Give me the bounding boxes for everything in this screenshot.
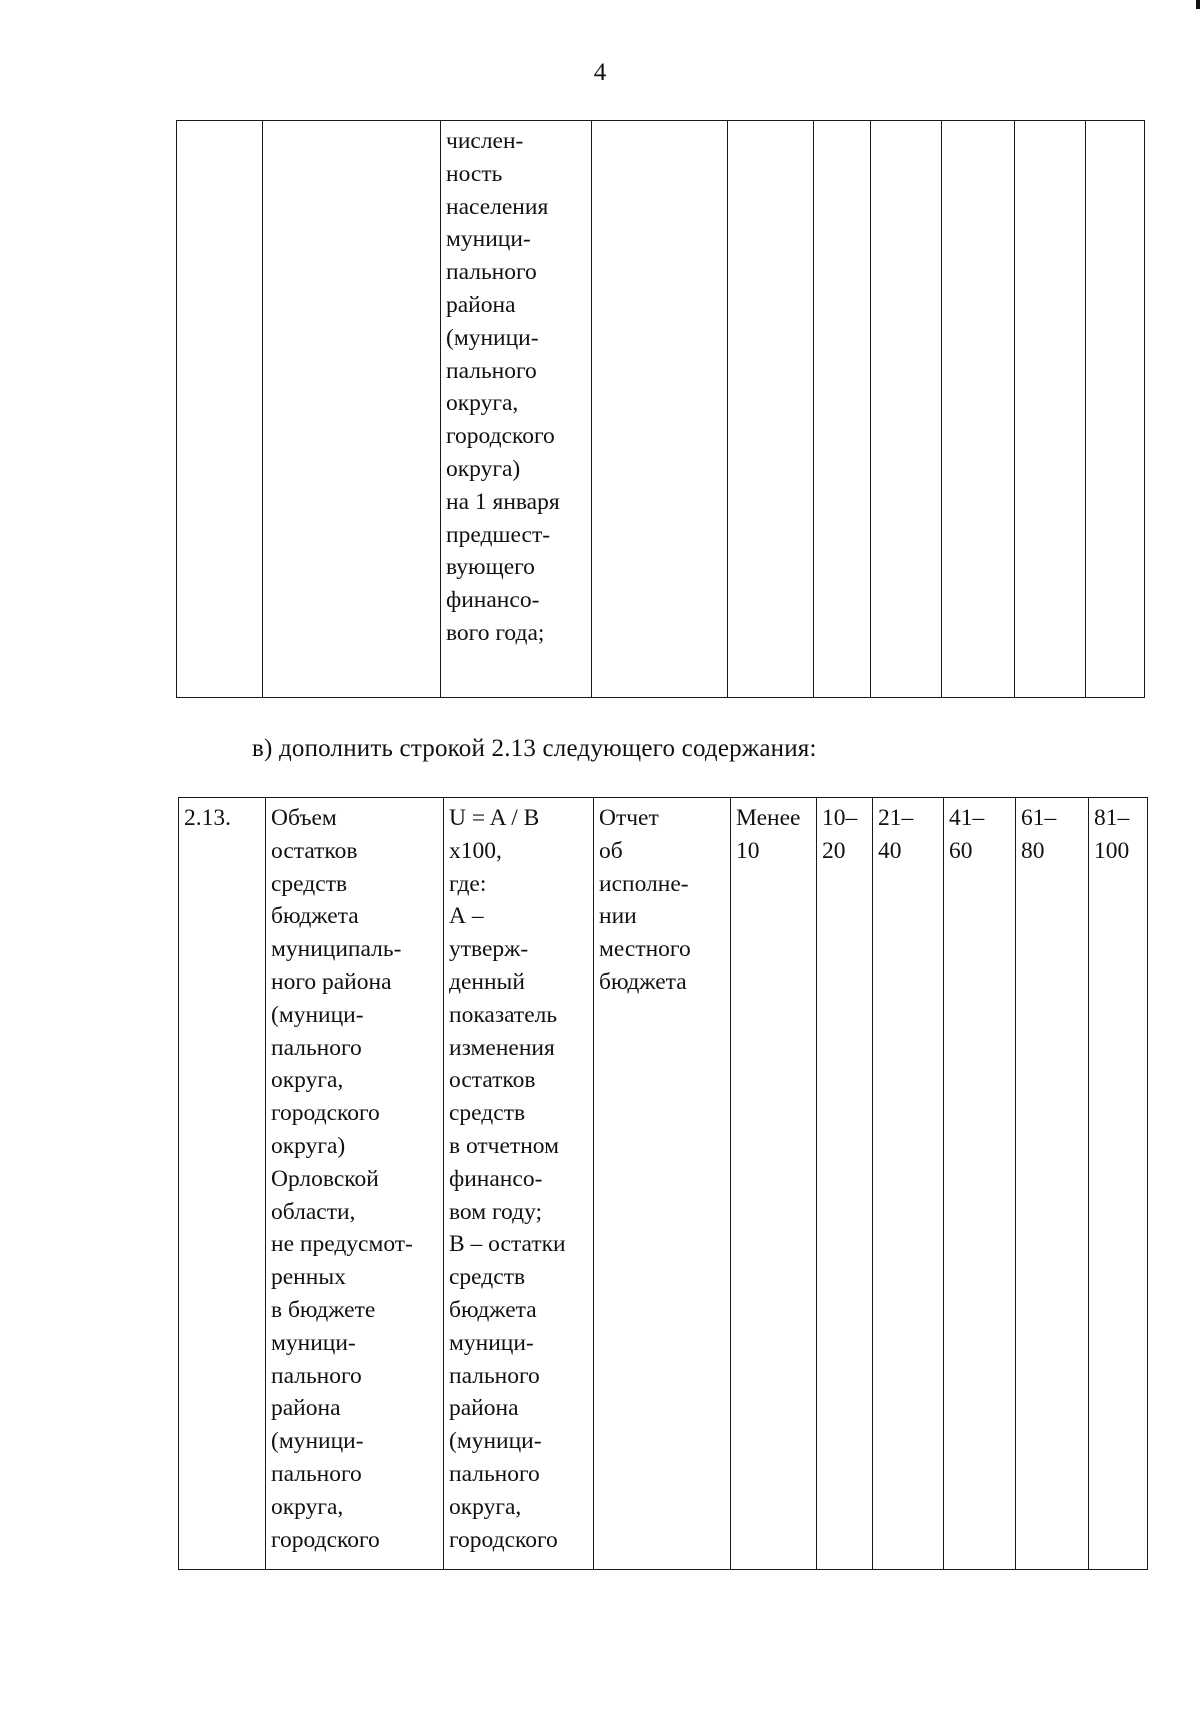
source-cell: Отчет об исполне- нии местного бюджета [594, 798, 731, 1570]
table-cell [177, 121, 263, 698]
table-cell [942, 121, 1015, 698]
indicator-name-cell: Объем остатков средств бюджета муниципаль- ного района (муници- пального округа, городского округа) Орловской области, не предусмот- ренных в бюджете муници- пального района (муници- пального округа, городского [266, 798, 444, 1570]
range-cell: 10– 20 [817, 798, 873, 1570]
table-cell [592, 121, 728, 698]
table-cell [263, 121, 441, 698]
table-cell [814, 121, 871, 698]
table-cell [1086, 121, 1145, 698]
table-row-2-13 [178, 797, 1148, 1570]
row-number-cell: 2.13. [179, 798, 266, 1570]
instruction-text: в) дополнить строкой 2.13 следующего содержания: [252, 735, 817, 762]
table-cell [728, 121, 814, 698]
scan-edge-mark [1196, 0, 1200, 9]
table-continued [176, 120, 1145, 698]
table-row [177, 121, 1145, 698]
table-cell: числен- ность населения муници- пального района (муници- пального округа, городского округа) на 1 января предшест- вующего финансо- вого года; [441, 121, 592, 698]
page-number: 4 [593, 59, 607, 86]
table-cell [871, 121, 942, 698]
range-cell: Менее 10 [731, 798, 817, 1570]
formula-cell: U = A / B x100, где: А – утверж- денный показатель изменения остатков средств в отчетном финансо- вом году; В – остатки средств бюджета муници- пального района (муници- пального округа, городского [444, 798, 594, 1570]
range-cell: 81– 100 [1089, 798, 1148, 1570]
table-cell [1015, 121, 1086, 698]
table-row [179, 798, 1148, 1570]
range-cell: 61– 80 [1016, 798, 1089, 1570]
range-cell: 21– 40 [873, 798, 944, 1570]
range-cell: 41– 60 [944, 798, 1016, 1570]
